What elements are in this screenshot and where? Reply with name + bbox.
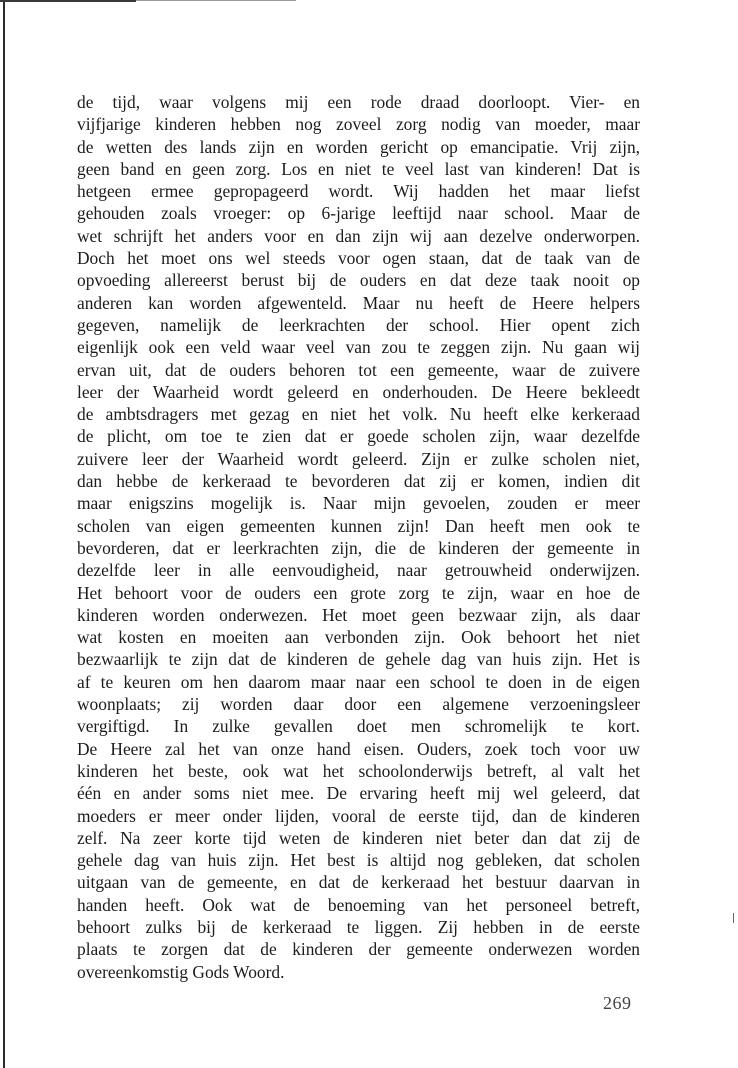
text-line: één en ander soms niet mee. De ervaring heeft mij wel geleerd, dat [77,783,640,804]
text-line: scholen van eigen gemeenten kunnen zijn! Dan heeft men ook te [77,515,640,536]
text-line: gehele dag van huis zijn. Het best is altijd nog gebleken, dat scholen [77,850,640,871]
text-line: bezwaarlijk te zijn dat de kinderen de gehele dag van huis zijn. Het is [77,649,640,670]
text-line: behoort zulks bij de kerkeraad te liggen. Zij hebben in de eerste [77,916,640,937]
text-line: vijfjarige kinderen hebben nog zoveel zorg nodig van moeder, maar [77,114,640,135]
page-top-edge-faint [136,0,296,1]
page-number: 269 [603,993,632,1013]
scan-mark [733,913,734,923]
page-top-edge [0,0,136,2]
text-line: ervan uit, dat de ouders behoren tot een gemeente, waar de zuivere [77,359,640,380]
text-line: bevorderen, dat er leerkrachten zijn, die de kinderen der gemeente in [77,537,640,558]
text-line: uitgaan van de gemeente, en dat de kerkeraad het bestuur daarvan in [77,872,640,893]
text-line: eigenlijk ook een veld waar veel van zou te zeggen zijn. Nu gaan wij [77,337,640,358]
text-line-last: overeenkomstig Gods Woord. [77,961,285,982]
text-line: zuivere leer der Waarheid wordt geleerd. Zijn er zulke scholen niet, [77,448,640,469]
text-line: de plicht, om toe te zien dat er goede scholen zijn, waar dezelfde [77,426,640,447]
text-line: vergiftigd. In zulke gevallen doet men schromelijk te kort. [77,716,640,737]
text-line: handen heeft. Ook wat de benoeming van het personeel betreft, [77,894,640,915]
text-line: hetgeen ermee gepropageerd wordt. Wij hadden het maar liefst [77,181,640,202]
page-binding-edge [3,0,5,1068]
text-line: af te keuren om hen daarom maar naar een school te doen in de eigen [77,671,640,692]
text-line: zelf. Na zeer korte tijd weten de kinderen niet beter dan dat zij de [77,827,640,848]
text-line: kinderen het beste, ook wat het schoolonderwijs betreft, al valt het [77,760,640,781]
text-line: kinderen worden onderwezen. Het moet geen bezwaar zijn, als daar [77,604,640,625]
text-line: wet schrijft het anders voor en dan zijn wij aan dezelve onderworpen. [77,225,640,246]
text-line: De Heere zal het van onze hand eisen. Ouders, zoek toch voor uw [77,738,640,759]
text-line: geen band en geen zorg. Los en niet te veel last van kinderen! Dat is [77,158,640,179]
text-line: moeders er meer onder lijden, vooral de eerste tijd, dan de kinderen [77,805,640,826]
text-line: wat kosten en moeiten aan verbonden zijn. Ook behoort het niet [77,627,640,648]
body-text [77,91,640,983]
text-line: leer der Waarheid wordt geleerd en onderhouden. De Heere bekleedt [77,381,640,402]
text-line: gehouden zoals vroeger: op 6-jarige leeftijd naar school. Maar de [77,203,640,224]
text-line: dezelfde leer in alle eenvoudigheid, naar getrouwheid onderwijzen. [77,560,640,581]
text-line: anderen kan worden afgewenteld. Maar nu heeft de Heere helpers [77,292,640,313]
text-line: Doch het moet ons wel steeds voor ogen staan, dat de taak van de [77,248,640,269]
text-line: dan hebbe de kerkeraad te bevorderen dat zij er komen, indien dit [77,471,640,492]
text-line: plaats te zorgen dat de kinderen der gemeente onderwezen worden [77,939,640,960]
text-line: woonplaats; zij worden daar door een algemene verzoeningsleer [77,694,640,715]
text-line: maar enigszins mogelijk is. Naar mijn gevoelen, zouden er meer [77,493,640,514]
text-line: Het behoort voor de ouders een grote zorg te zijn, waar en hoe de [77,582,640,603]
text-line: gegeven, namelijk de leerkrachten der school. Hier opent zich [77,314,640,335]
text-line: de tijd, waar volgens mij een rode draad doorloopt. Vier- en [77,92,640,112]
text-line: opvoeding allereerst berust bij de ouders en dat deze taak nooit op [77,270,640,291]
text-line: de ambtsdragers met gezag en niet het volk. Nu heeft elke kerkeraad [77,404,640,425]
text-line: de wetten des lands zijn en worden gericht op emancipatie. Vrij zijn, [77,136,640,157]
